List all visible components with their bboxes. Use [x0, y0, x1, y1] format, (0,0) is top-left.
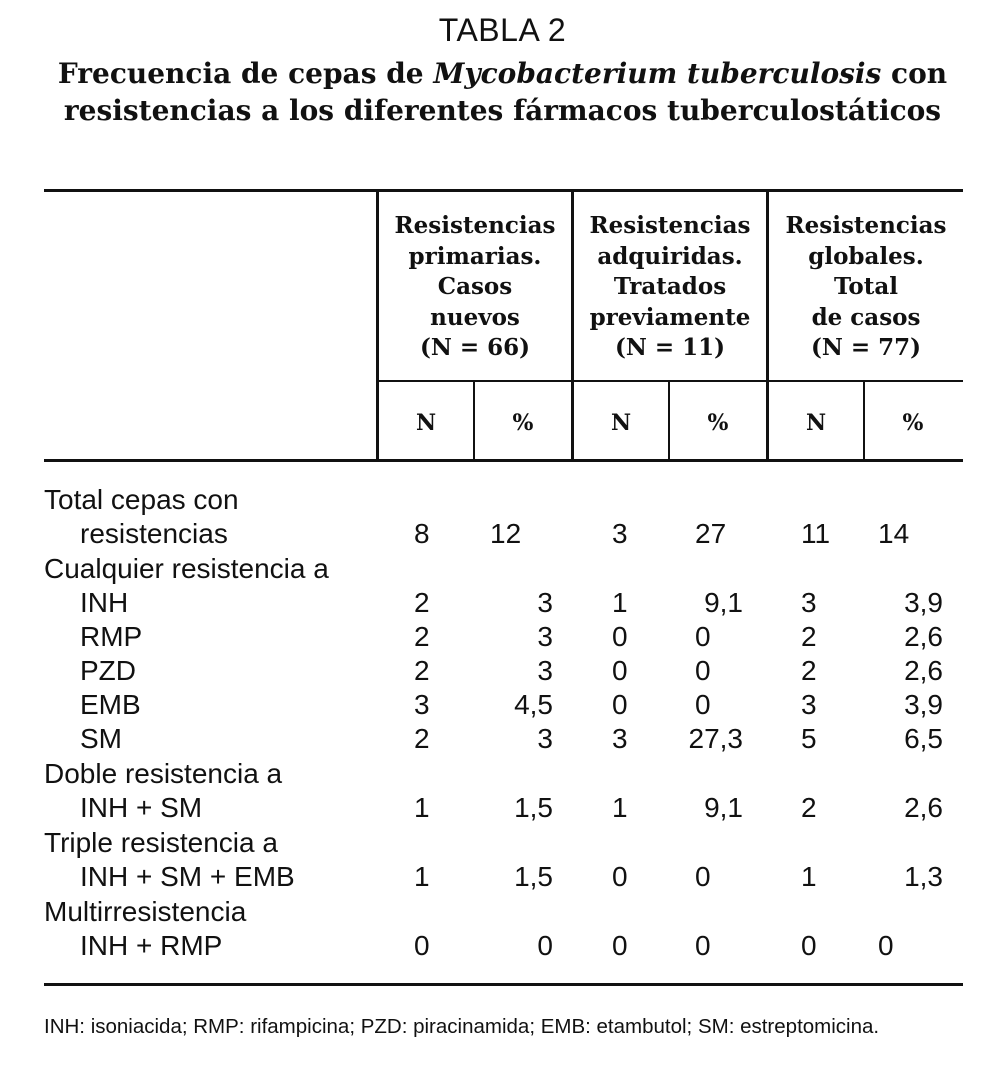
table-cell: 11	[801, 518, 831, 549]
table-cell: 2	[801, 792, 817, 823]
subheader-n-global: N	[805, 410, 827, 436]
table-cell: 0	[612, 861, 628, 892]
table-cell: 2	[414, 621, 430, 652]
table-cell: 1,5	[514, 861, 553, 892]
table-cell: 3	[537, 621, 553, 652]
row-label: Total cepas con	[44, 484, 239, 515]
subheader-pct-acquired: %	[707, 410, 729, 436]
table-cell: 6,5	[904, 723, 943, 754]
row-label: Cualquier resistencia a	[44, 553, 329, 584]
row-label: Doble resistencia a	[44, 758, 283, 789]
table-cell: 2,6	[904, 792, 943, 823]
table-cell: 0	[537, 930, 553, 961]
group-header-line: (N = 66)	[419, 334, 531, 361]
row-sublabel: EMB	[80, 689, 141, 720]
header-bottom-rule	[44, 459, 963, 462]
row-sublabel: INH + RMP	[80, 930, 223, 961]
table-cell: 0	[801, 930, 817, 961]
table-cell: 4,5	[514, 689, 553, 720]
row-sublabel: PZD	[80, 655, 136, 686]
group-header-line: (N = 11)	[614, 334, 726, 361]
table-cell: 2	[414, 587, 430, 618]
table-cell: 3	[537, 723, 553, 754]
table-cell: 0	[878, 930, 894, 961]
row-sublabel: RMP	[80, 621, 143, 652]
group-header-line: Resistencias	[589, 212, 751, 239]
table-cell: 1	[414, 861, 430, 892]
table-cell: 27	[695, 518, 727, 549]
table-cell: 5	[801, 723, 817, 754]
group-header-line: Total	[833, 273, 899, 300]
table-number: TABLA 2	[438, 12, 567, 48]
subheader-pct-global: %	[902, 410, 924, 436]
table-cell: 2	[801, 621, 817, 652]
top-rule	[44, 189, 963, 192]
table-cell: 0	[612, 621, 628, 652]
row-sublabel: SM	[80, 723, 122, 754]
table-cell: 0	[612, 655, 628, 686]
table-cell: 2,6	[904, 655, 943, 686]
subheader-n-acquired: N	[610, 410, 632, 436]
table-title	[40, 55, 965, 129]
table-cell: 8	[414, 518, 430, 549]
table-cell: 9,1	[704, 792, 743, 823]
table-cell: 3	[612, 723, 628, 754]
table-cell: 3	[537, 587, 553, 618]
group-header-line: (N = 77)	[810, 334, 922, 361]
row-label: Multirresistencia	[44, 896, 247, 927]
table-cell: 0	[612, 689, 628, 720]
title-part3: con resistencias a los diferentes fármacos tuberculostáticos	[63, 57, 948, 127]
group-header-line: globales.	[808, 242, 924, 270]
group-header-line: nuevos	[430, 303, 520, 331]
group-header-line: Resistencias	[785, 212, 947, 239]
group-header-rule	[377, 380, 963, 382]
group-header-line: de casos	[811, 303, 921, 331]
table-cell: 1	[612, 587, 628, 618]
table-cell: 2,6	[904, 621, 943, 652]
title-species: Mycobacterium tuberculosis	[433, 57, 882, 90]
table-cell: 0	[695, 621, 711, 652]
table-cell: 3	[414, 689, 430, 720]
group-header-line: Tratados	[613, 273, 727, 300]
table-cell: 1,3	[904, 861, 943, 892]
group-header-line: primarias.	[408, 242, 542, 270]
table-cell: 1	[612, 792, 628, 823]
table-cell: 3,9	[904, 587, 943, 618]
title-part1: Frecuencia de cepas de	[57, 57, 434, 90]
table-cell: 12	[490, 518, 522, 549]
table-cell: 3	[801, 587, 817, 618]
column-group-primary	[379, 211, 571, 364]
table-cell: 9,1	[704, 587, 743, 618]
column-group-global	[769, 211, 963, 364]
row-sublabel: INH + SM + EMB	[80, 861, 295, 892]
table-cell: 3,9	[904, 689, 943, 720]
table-cell: 2	[414, 723, 430, 754]
subheader-pct-primary: %	[512, 410, 534, 436]
table-cell: 1	[801, 861, 817, 892]
footnote: INH: isoniacida; RMP: rifampicina; PZD: piracinamida; EMB: etambutol; SM: estreptomicina.	[44, 1015, 880, 1038]
group-header-line: adquiridas.	[597, 242, 743, 270]
group-header-line: previamente	[589, 303, 751, 331]
row-sublabel: resistencias	[80, 518, 228, 549]
row-label: Triple resistencia a	[44, 827, 278, 858]
subheader-n-primary: N	[415, 410, 437, 436]
table-cell: 3	[801, 689, 817, 720]
table-cell: 27,3	[688, 723, 743, 754]
table-cell: 0	[612, 930, 628, 961]
row-sublabel: INH + SM	[80, 792, 203, 823]
table-cell: 2	[801, 655, 817, 686]
table-cell: 1,5	[514, 792, 553, 823]
table-cell: 0	[695, 689, 711, 720]
table-cell: 3	[537, 655, 553, 686]
group-header-line: Casos	[437, 273, 513, 300]
table-cell: 1	[414, 792, 430, 823]
table-cell: 0	[695, 655, 711, 686]
table-cell: 3	[612, 518, 628, 549]
table-cell: 0	[695, 930, 711, 961]
group-header-line: Resistencias	[394, 212, 556, 239]
table-bottom-rule	[44, 983, 963, 986]
table-cell: 0	[695, 861, 711, 892]
column-group-acquired	[574, 211, 766, 364]
table-cell: 14	[878, 518, 910, 549]
table-cell: 0	[414, 930, 430, 961]
row-sublabel: INH	[80, 587, 129, 618]
table-cell: 2	[414, 655, 430, 686]
